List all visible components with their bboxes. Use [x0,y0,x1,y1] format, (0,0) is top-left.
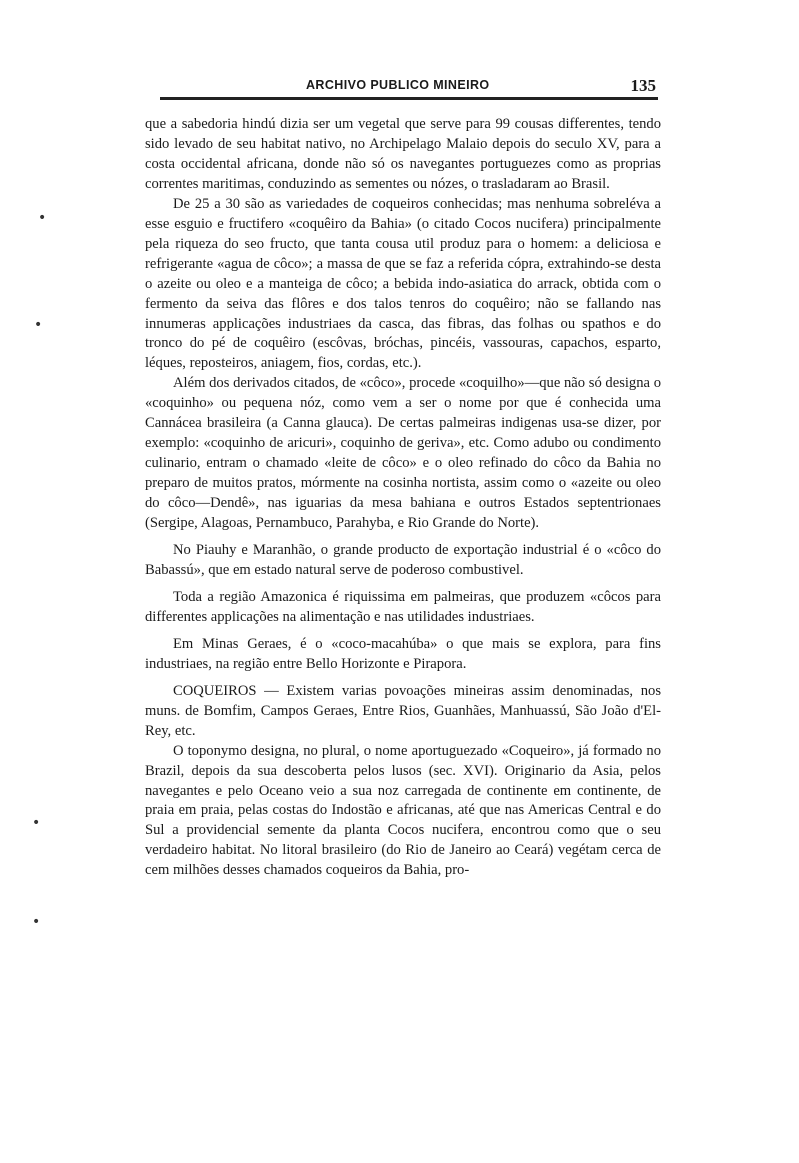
header-rule [160,97,658,100]
paragraph: que a sabedoria hindú dizia ser um vegetal que serve para 99 cousas differentes, tendo sido levado de seu habitat nativo, no Archipelago Malaio depois do seculo XV, para a costa occidental africana, donde não só os navegantes portuguezes como as proprias correntes maritimas, conduzindo as sementes ou nózes, o trasladaram ao Brasil. [145,116,661,192]
page-header [160,76,658,98]
running-title: ARCHIVO PUBLICO MINEIRO [306,78,490,92]
paragraph: COQUEIROS — Existem varias povoações mineiras assim denominadas, nos muns. de Bomfim, Campos Geraes, Entre Rios, Guanhães, Manhuassú, São João d'El-Rey, etc. [145,682,661,739]
margin-mark-icon: • [32,815,41,831]
paragraph: Em Minas Geraes, é o «coco-macahúba» o que mais se explora, para fins industriaes, na região entre Bello Horizonte e Pirapora. [145,635,661,672]
page-number: 135 [630,76,656,95]
body-text [145,115,661,881]
margin-mark-icon: • [34,317,43,333]
paragraph: Além dos derivados citados, de «côco», procede «coquilho»—que não só designa o «coquinho» ou pequena nóz, como vem a ser o nome por que é conhecida uma Cannácea brasileira (a Canna glauca). De certas palmeiras indigenas usa-se dizer, por exemplo: «coquinho de aricuri», coquinho de geriva», etc. Como adubo ou condimento culinario, entram o chamado «leite de côco» e o oleo refinado do côco da Bahia no preparo de muitos pratos, mórmente na cosinha nortista, assim como o «azeite ou oleo do côco—Dendê», nas iguarias da mesa bahiana e outros Estados septentrionaes (Sergipe, Alagoas, Pernambuco, Parahyba, e Rio Grande do Norte). [145,375,661,532]
paragraph: Toda a região Amazonica é riquissima em palmeiras, que produzem «côcos para differentes applicações na alimentação e nas utilidades industriaes. [145,588,661,625]
margin-mark-icon: • [32,914,41,930]
paragraph: No Piauhy e Maranhão, o grande producto de exportação industrial é o «côco do Babassú», que em estado natural serve de poderoso combustivel. [145,542,661,578]
paragraph: O toponymo designa, no plural, o nome aportuguezado «Coqueiro», já formado no Brazil, depois da sua descoberta pelos lusos (sec. XVI). Originario da Asia, pelos navegantes e pelo Oceano veio a sua noz carregada de continente em continente, de praia em praia, pelas costas do Indostão e africanas, até que nas Americas Central e do Sul a providencial semente da planta Cocos nucifera, encontrou como que o seu verdadeiro habitat. No litoral brasileiro (do Rio de Janeiro ao Ceará) vegétam cerca de cem milhões desses chamados coqueiros da Bahia, pro- [145,742,661,879]
paragraph: De 25 a 30 são as variedades de coqueiros conhecidas; mas nenhuma sobreléva a esse esguio e fructifero «coquêiro da Bahia» (o citado Cocos nucifera) principalmente pela riqueza do seo fructo, que tanta cousa util produz para o homem: a deliciosa e refrigerante «agua de côco»; a massa de que se faz a referida cópra, extrahindo-se desta o azeite ou oleo e a manteiga de côco; a bebida indo-asiatica do arrack, obtida com o fermento da seiva das flôres e dos talos tenros do coquêiro; não se fallando nas innumeras applicações industriaes da casca, das fibras, das folhas ou spathos e do tronco do pé de coquêiro (escôvas, bróchas, pincéis, vassouras, capachos, esparto, léques, reposteiros, aniagem, fios, cordas, etc.). [145,195,661,372]
margin-mark-icon: • [38,210,47,226]
